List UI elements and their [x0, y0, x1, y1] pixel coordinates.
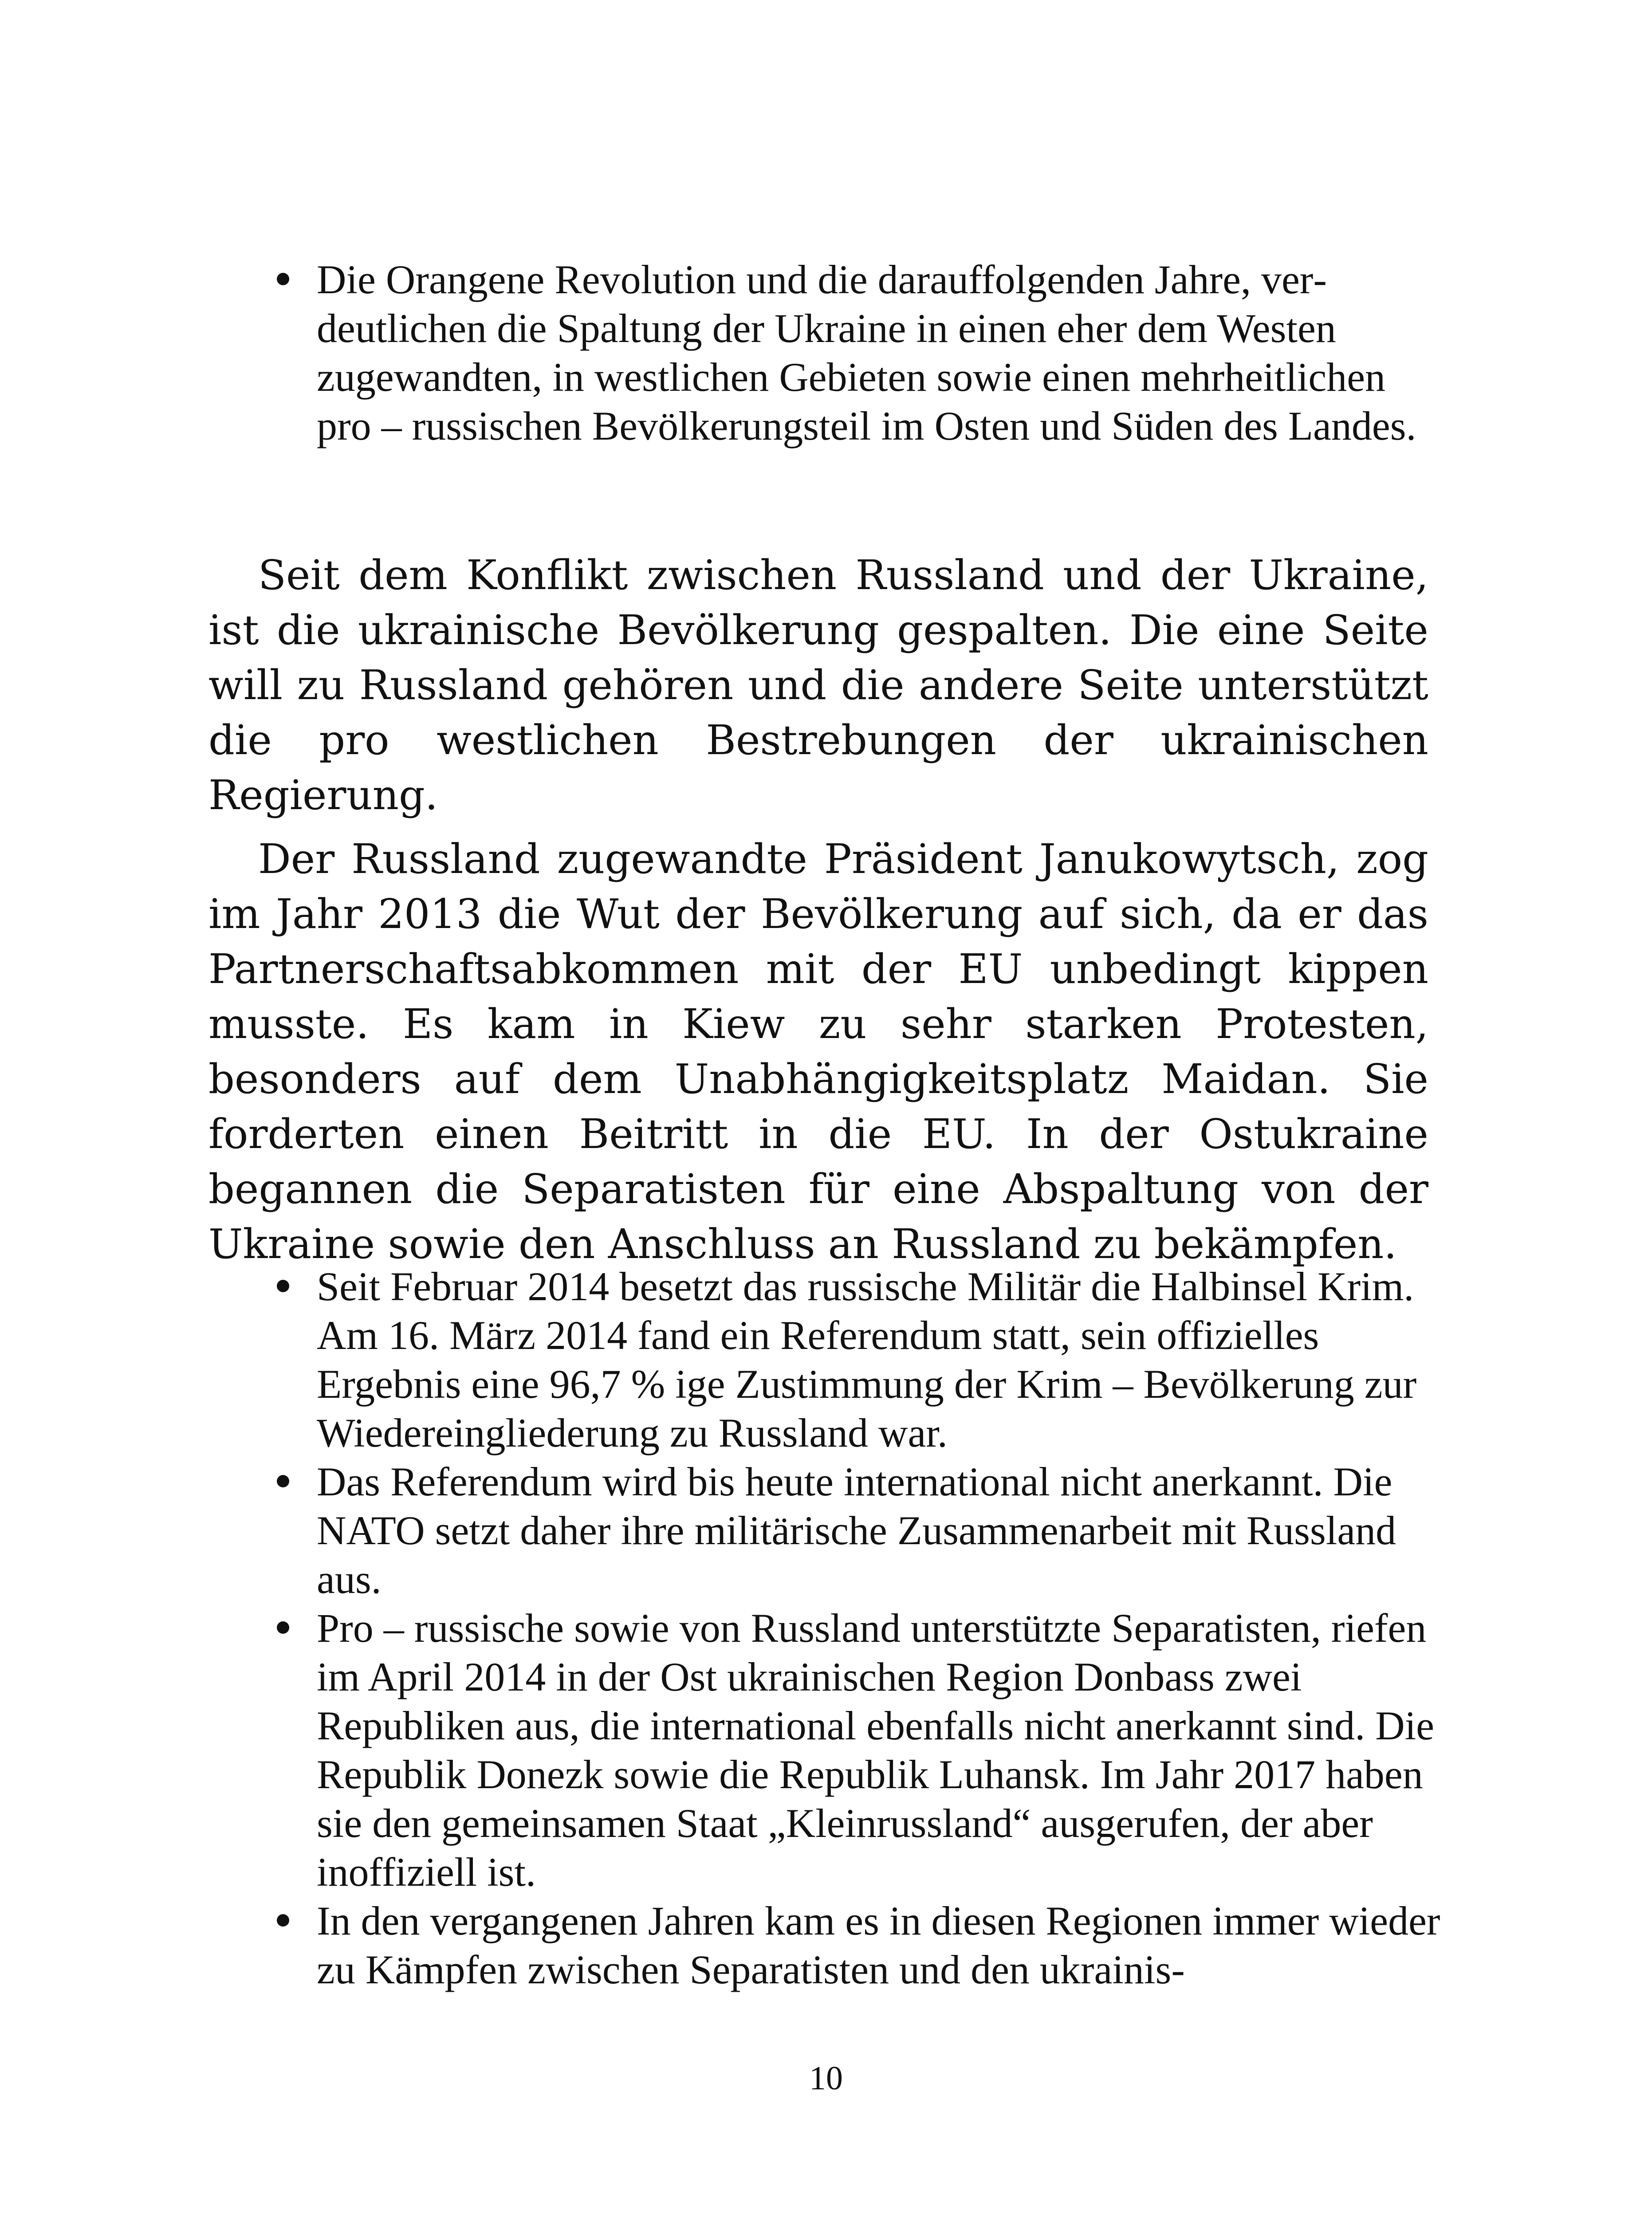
- list-item-text: Die Orangene Revolution und die darauffolgenden Jahre, verdeutlichen die Spaltung der Ukraine in einen eher dem Westen zugewandten, in westlichen Gebieten sowie einen mehrheitlichen pro – russischen Bevölkerungsteil im Osten und Süden des Landes.: [317, 257, 1416, 448]
- list-item: [271, 1604, 1442, 1896]
- list-item: [271, 1457, 1442, 1604]
- paragraph: Seit dem Konflikt zwischen Russland und der Ukraine, ist die ukrainische Bevölkerung gespalten. Die eine Seite will zu Russland gehören und die andere Seite unterstützt die pro westlichen Bestrebungen der ukrainischen Regierung.: [208, 551, 1428, 819]
- bullet-icon: [277, 273, 289, 285]
- list-item: [271, 1896, 1442, 1994]
- list-item-text: Pro – russische sowie von Russland unterstützte Separatisten, riefen im April 2014 in der Ost ukrainischen Region Donbass zwei Republiken aus, die international ebenfalls nicht anerkannt sind. Die Republik Donezk sowie die Republik Luhansk. Im Jahr 2017 haben sie den gemeinsamen Staat „Kleinrussland“ ausgerufen, der aber inoffiziell ist.: [317, 1605, 1435, 1895]
- list-item: [271, 1262, 1442, 1457]
- body-text: [208, 548, 1428, 1272]
- list-item-text: Seit Februar 2014 besetzt das russische Militär die Halbinsel Krim. Am 16. März 2014 fand ein Referendum statt, sein offizielles Ergebnis eine 96,7 % ige Zustimmung der Krim – Bevölkerung zur Wiedereingliederung zu Russland war.: [317, 1264, 1417, 1455]
- paragraph: Der Russland zugewandte Präsident Janukowytsch, zog im Jahr 2013 die Wut der Bevölkerung auf sich, da er das Partnerschaftsabkommen mit der EU unbedingt kippen musste. Es kam in Kiew zu sehr starken Protesten, besonders auf dem Unabhängigkeitsplatz Maidan. Sie forderten einen Beitritt in die EU. In der Ostukraine begannen die Separatisten für eine Abspaltung von der Ukraine sowie den Anschluss an Russland zu bekämpfen.: [208, 835, 1428, 1268]
- list-item-text: Das Referendum wird bis heute international nicht anerkannt. Die NATO setzt daher ihre militärische Zusammenarbeit mit Russland aus.: [317, 1459, 1396, 1602]
- bullet-icon: [277, 1621, 289, 1634]
- page-number: 10: [809, 2060, 843, 2097]
- bullet-icon: [277, 1280, 289, 1292]
- bullet-list-top: [271, 255, 1442, 450]
- list-item: [271, 255, 1442, 450]
- list-item-text: In den vergangenen Jahren kam es in diesen Regionen immer wieder zu Kämpfen zwischen Separatisten und den ukrainis-: [317, 1898, 1440, 1992]
- bullet-icon: [277, 1914, 289, 1927]
- bullet-list-bottom: [271, 1262, 1442, 1994]
- bullet-icon: [277, 1475, 289, 1487]
